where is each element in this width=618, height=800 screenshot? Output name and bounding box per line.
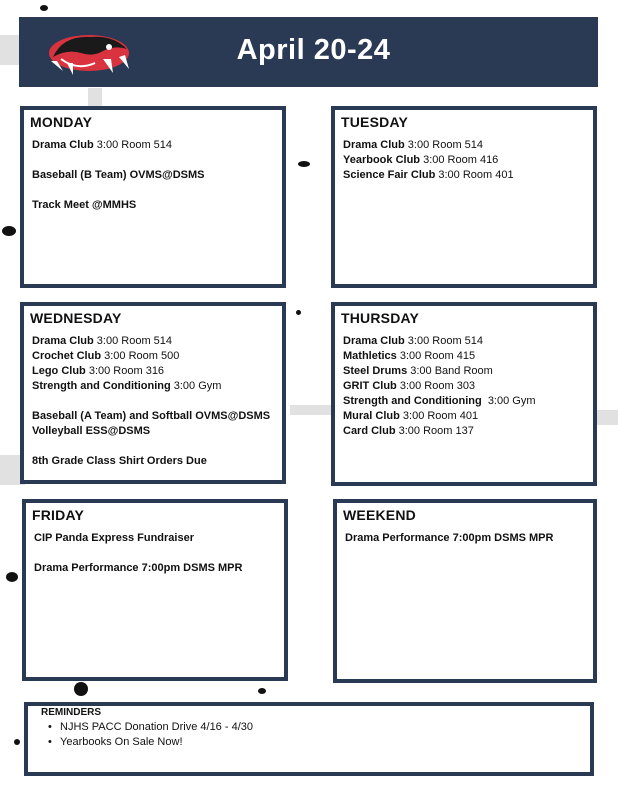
event-title: Card Club (343, 425, 396, 437)
event-details: 3:00 Room 137 (395, 425, 474, 437)
wednesday-event (32, 349, 278, 364)
weekend-event (345, 531, 589, 546)
entry-spacer (32, 183, 278, 198)
event-title: Drama Club (343, 335, 405, 347)
event-title: Track Meet @MMHS (32, 199, 137, 211)
tuesday-heading: TUESDAY (341, 114, 409, 130)
monday-event (32, 138, 278, 153)
ink-splatter (258, 688, 266, 694)
weekend-entries (345, 531, 589, 546)
event-details: 3:00 Room 415 (396, 350, 476, 362)
reminder-item: • Yearbooks On Sale Now! (48, 736, 183, 748)
wednesday-event (32, 364, 278, 379)
entry-spacer (34, 546, 280, 561)
thursday-event (343, 409, 589, 424)
thursday-event (343, 394, 589, 409)
wednesday-event (32, 334, 278, 349)
tuesday-event (343, 138, 589, 153)
event-title: Drama Performance 7:00pm DSMS MPR (345, 532, 554, 544)
friday-box (22, 499, 288, 681)
bullet-icon: • (48, 736, 52, 748)
entry-spacer (32, 439, 278, 454)
event-title: Volleyball ESS@DSMS (32, 425, 151, 437)
ink-splatter (6, 572, 18, 582)
wednesday-event (32, 409, 278, 424)
event-title: Baseball (B Team) OVMS@DSMS (32, 169, 205, 181)
event-title: Mathletics (343, 350, 397, 362)
event-title: Strength and Conditioning (32, 380, 171, 392)
page-header (19, 17, 598, 87)
tuesday-box (331, 106, 597, 288)
wednesday-event (32, 424, 278, 439)
tuesday-event (343, 153, 589, 168)
tuesday-event (343, 168, 589, 183)
event-title: CIP Panda Express Fundraiser (34, 532, 194, 544)
event-details: 3:00 Room 401 (399, 410, 479, 422)
thursday-event (343, 334, 589, 349)
entry-spacer (32, 153, 278, 168)
monday-entries (32, 138, 278, 213)
event-title: Drama Club (343, 139, 405, 151)
wednesday-event (32, 379, 278, 394)
event-title: 8th Grade Class Shirt Orders Due (32, 455, 207, 467)
event-title: Drama Club (32, 335, 94, 347)
event-title: Drama Club (32, 139, 94, 151)
page-title: April 20-24 (236, 34, 391, 66)
weekend-box (333, 499, 597, 683)
event-details: 3:00 Room 514 (404, 335, 484, 347)
ink-splatter (74, 682, 88, 696)
event-title: GRIT Club (343, 380, 397, 392)
thursday-event (343, 424, 589, 439)
entry-spacer (32, 394, 278, 409)
wednesday-event (32, 454, 278, 469)
thursday-event (343, 379, 589, 394)
thursday-event (343, 364, 589, 379)
ink-splatter (2, 226, 16, 236)
thursday-heading: THURSDAY (341, 310, 420, 326)
friday-heading: FRIDAY (32, 507, 85, 523)
event-details: 3:00 Room 401 (435, 169, 514, 181)
reminders-list (48, 720, 253, 750)
reminder-item: • NJHS PACC Donation Drive 4/16 - 4/30 (48, 721, 253, 733)
ink-splatter (40, 5, 48, 11)
event-details: 3:00 Gym (481, 395, 536, 407)
reminders-box (24, 702, 594, 776)
friday-entries (34, 531, 280, 576)
ink-splatter (298, 161, 310, 167)
event-title: Science Fair Club (343, 169, 436, 181)
event-details: 3:00 Band Room (407, 365, 493, 377)
thursday-event (343, 349, 589, 364)
paint-smudge (88, 88, 102, 108)
weekend-heading: WEEKEND (343, 507, 416, 523)
event-details: 3:00 Room 514 (93, 139, 173, 151)
wednesday-entries (32, 334, 278, 469)
event-details: 3:00 Room 316 (85, 365, 165, 377)
friday-event (34, 561, 280, 576)
thursday-entries (343, 334, 589, 439)
wednesday-box (20, 302, 286, 484)
paint-smudge (596, 410, 618, 425)
event-title: Yearbook Club (343, 154, 421, 166)
event-title: Baseball (A Team) and Softball OVMS@DSMS (32, 410, 271, 422)
thursday-box (331, 302, 597, 486)
paint-smudge (290, 405, 335, 415)
event-title: Crochet Club (32, 350, 102, 362)
event-details: 3:00 Room 416 (420, 154, 499, 166)
ink-splatter (296, 310, 301, 315)
event-details: 3:00 Room 514 (93, 335, 173, 347)
event-title: Lego Club (32, 365, 86, 377)
monday-event (32, 198, 278, 213)
friday-event (34, 531, 280, 546)
wednesday-heading: WEDNESDAY (30, 310, 122, 326)
event-title: Steel Drums (343, 365, 408, 377)
monday-event (32, 168, 278, 183)
event-details: 3:00 Room 514 (404, 139, 484, 151)
event-title: Mural Club (343, 410, 400, 422)
event-title: Strength and Conditioning (343, 395, 482, 407)
bullet-icon: • (48, 721, 52, 733)
ink-splatter (14, 739, 20, 745)
tuesday-entries (343, 138, 589, 183)
event-details: 3:00 Room 500 (101, 350, 180, 362)
event-details: 3:00 Gym (170, 380, 222, 392)
monday-heading: MONDAY (30, 114, 93, 130)
event-title: Drama Performance 7:00pm DSMS MPR (34, 562, 243, 574)
monday-box (20, 106, 286, 288)
event-details: 3:00 Room 303 (396, 380, 476, 392)
reminders-heading: REMINDERS (41, 707, 102, 718)
